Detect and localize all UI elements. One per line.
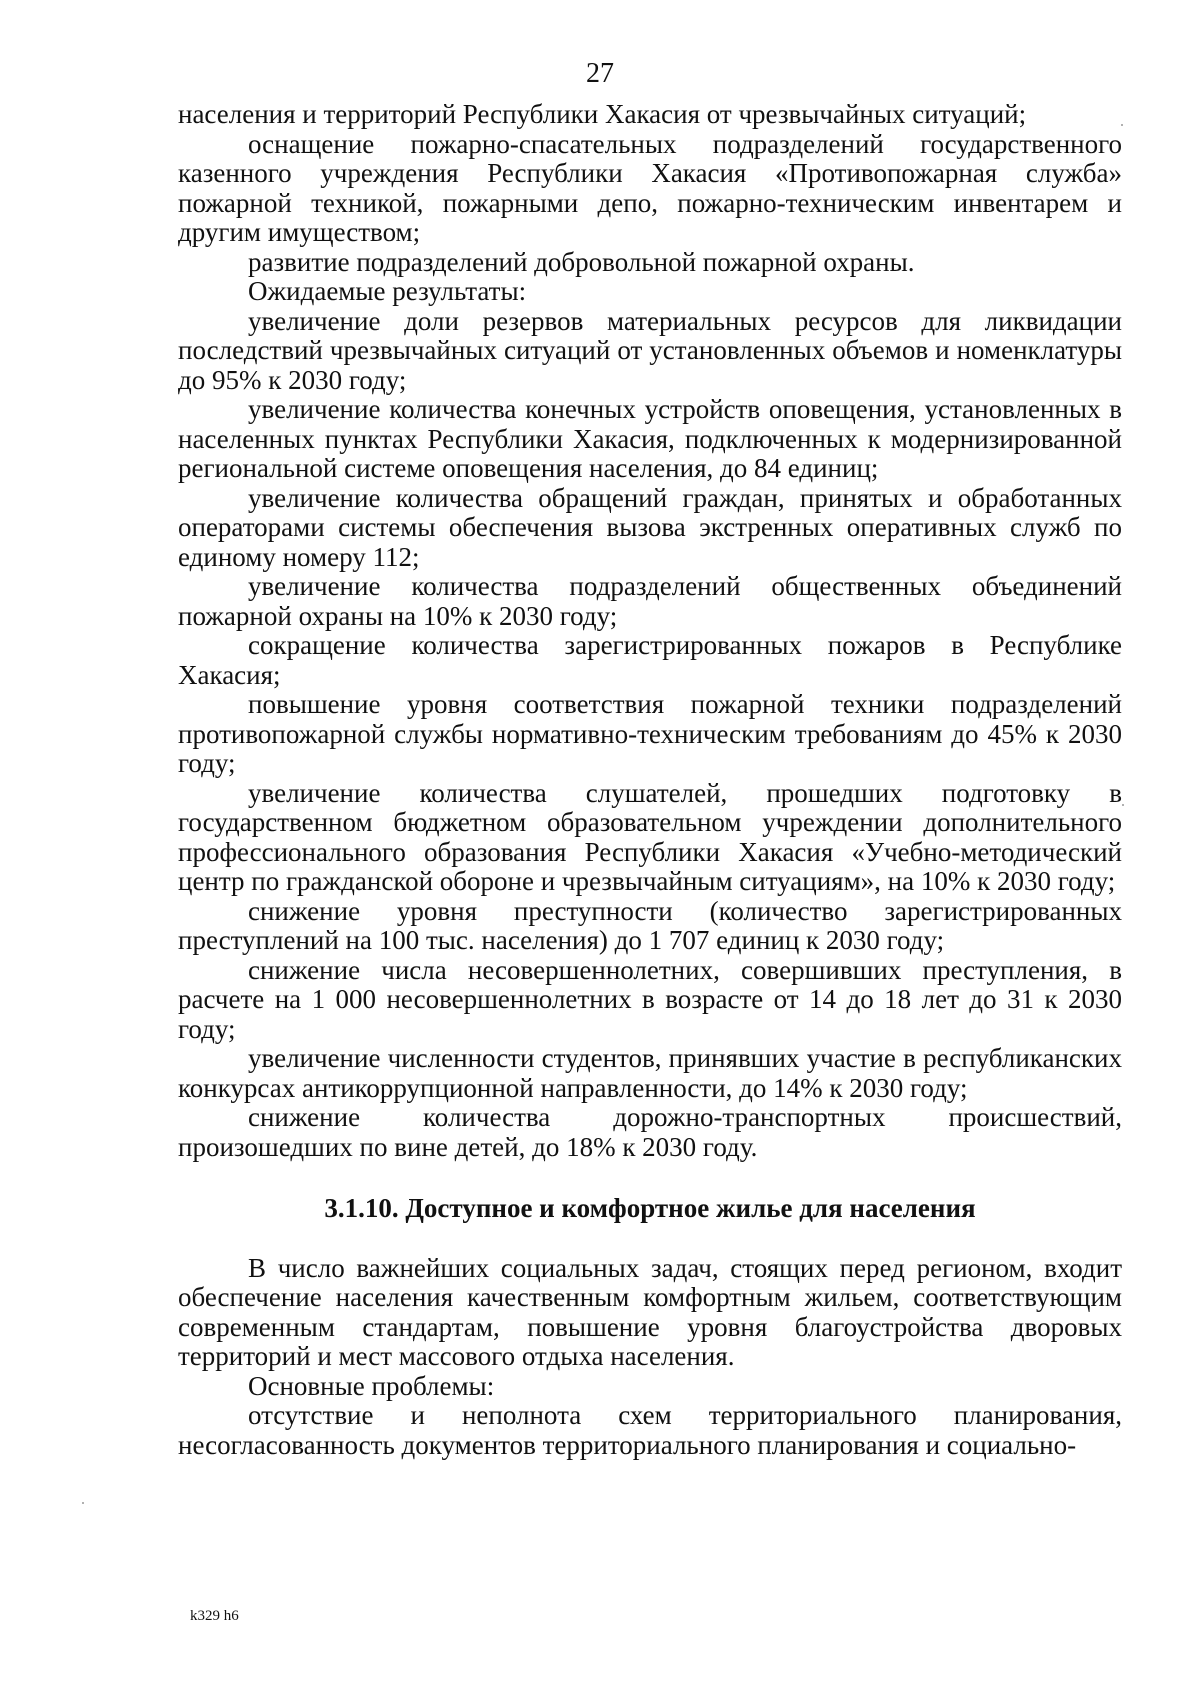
paragraph-result-reserves: увеличение доли резервов материальных ресурсов для ликвидации последствий чрезвычайных ситуаций от установленных объемов и номенклатуры до 95% к 2030 году; xyxy=(178,305,1122,395)
paragraph-result-fire-equipment: повышение уровня соответствия пожарной техники подразделений противопожарной службы нормативно-техническим требованиям до 45% к 2030 году; xyxy=(178,689,1122,778)
paragraph-main-problems-label: Основные проблемы: xyxy=(248,1370,495,1401)
paragraph-result-warning-devices: увеличение количества конечных устройств оповещения, установленных в населенных пунктах Республики Хакасия, подключенных к модернизированной региональной системе оповещения населения, до 84 единиц; xyxy=(178,394,1122,483)
scan-artifact xyxy=(1121,124,1123,126)
section-heading: 3.1.10. Доступное и комфортное жилье для населения xyxy=(324,1193,976,1223)
scan-artifact xyxy=(1122,804,1124,806)
paragraph-result-road-accidents: снижение количества дорожно-транспортных происшествий, произошедших по вине детей, до 18% к 2030 году. xyxy=(178,1102,1122,1162)
footer-code: k329 h6 xyxy=(190,1608,239,1624)
paragraph-expected-results-label: Ожидаемые результаты: xyxy=(248,276,527,306)
page-number: 27 xyxy=(586,58,614,89)
paragraph-result-112: увеличение количества обращений граждан, принятых и обработанных операторами системы обеспечения вызова экстренных оперативных служб по единому номеру 112; xyxy=(178,482,1122,572)
paragraph-result-anticorruption: увеличение численности студентов, принявших участие в республиканских конкурсах антикоррупционной направленности, до 14% к 2030 году; xyxy=(178,1043,1122,1103)
scan-artifact xyxy=(82,1502,84,1504)
paragraph-result-training: увеличение количества слушателей, прошедших подготовку в государственном бюджетном образовательном учреждении дополнительного профессионального образования Республики Хакасия «Учебно-методический центр по гражданской обороне и чрезвычайным ситуациям», на 10% к 2030 году; xyxy=(178,777,1122,896)
paragraph-equipment: оснащение пожарно-спасательных подразделений государственного казенного учреждения Республики Хакасия «Противопожарная служба» пожарной техникой, пожарными депо, пожарно-техническим инвентарем и другим имуществом; xyxy=(178,128,1122,247)
paragraph-result-fires: сокращение количества зарегистрированных пожаров в Республике Хакасия; xyxy=(178,630,1122,690)
paragraph-volunteer-fire: развитие подразделений добровольной пожарной охраны. xyxy=(248,246,915,277)
paragraph-housing-tasks: В число важнейших социальных задач, стоящих перед регионом, входит обеспечение населения качественным комфортным жильем, соответствующим современным стандартам, повышение уровня благоустройства дворовых территорий и мест массового отдыха населения. xyxy=(178,1252,1122,1371)
paragraph-result-crime: снижение уровня преступности (количество зарегистрированных преступлений на 100 тыс. населения) до 1 707 единиц к 2030 году; xyxy=(178,895,1122,955)
paragraph-planning-problems: отсутствие и неполнота схем территориального планирования, несогласованность документов территориального планирования и социально- xyxy=(178,1400,1122,1460)
paragraph-result-juvenile-crime: снижение числа несовершеннолетних, совершивших преступления, в расчете на 1 000 несовершеннолетних в возрасте от 14 до 18 лет до 31 к 2030 году; xyxy=(178,954,1122,1044)
paragraph-result-public-fire-units: увеличение количества подразделений общественных объединений пожарной охраны на 10% к 2030 году; xyxy=(178,571,1122,631)
document-body xyxy=(178,100,1122,1460)
paragraph-continuation: населения и территорий Республики Хакасия от чрезвычайных ситуаций; xyxy=(178,99,1027,129)
